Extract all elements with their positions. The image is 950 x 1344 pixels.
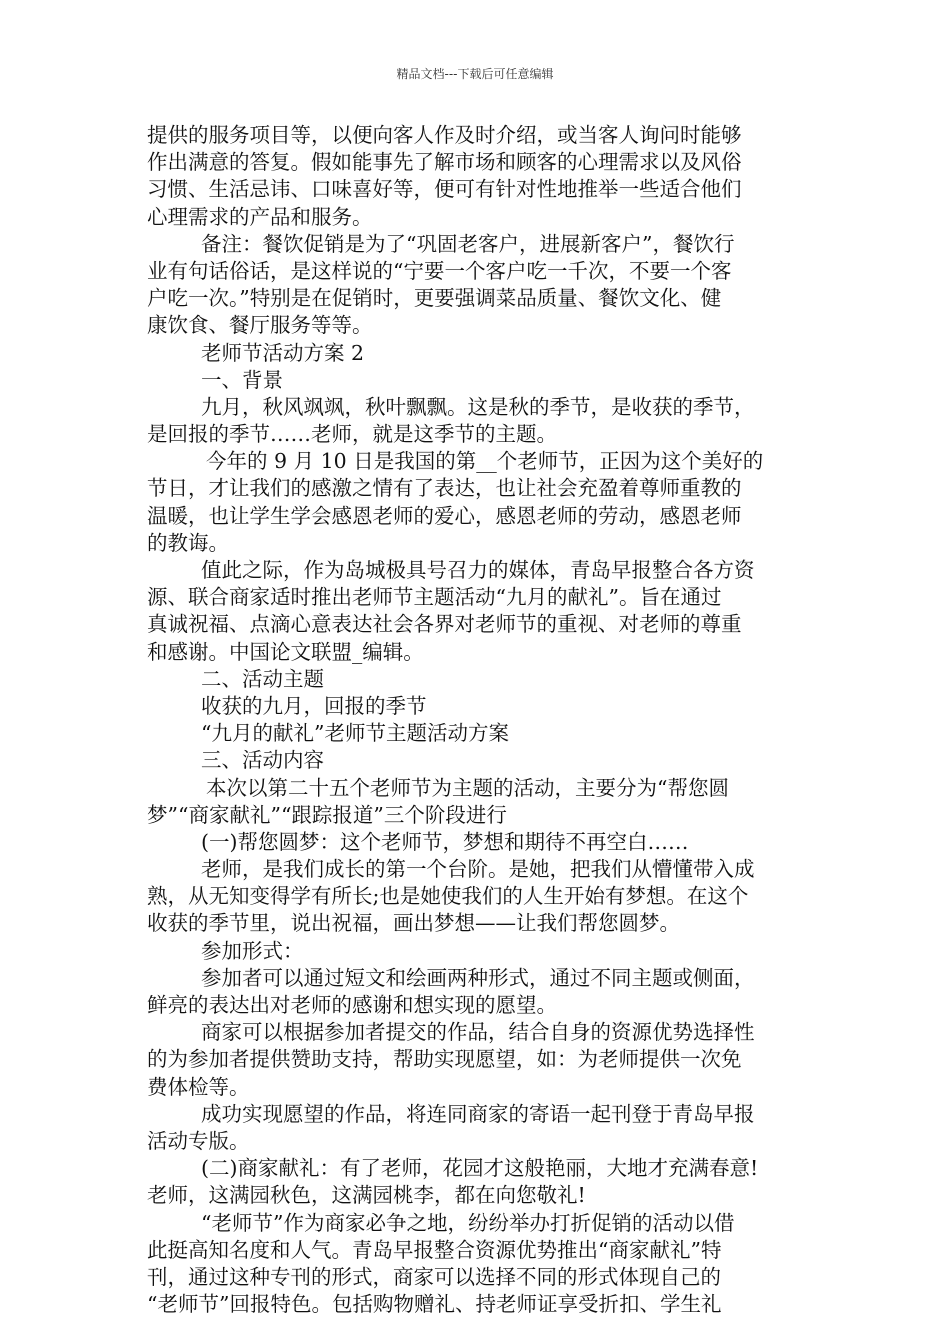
text-line: 刊，通过这种专刊的形式，商家可以选择不同的形式体现自己的	[147, 1264, 721, 1289]
text-line: 提供的服务项目等，以便向客人作及时介绍，或当客人询问时能够	[147, 123, 742, 147]
text-line: 习惯、生活忌讳、口味喜好等，便可有针对性地推举一些适合他们	[147, 177, 742, 202]
text-line: 温暖，也让学生学会感恩老师的爱心，感恩老师的劳动，感恩老师	[147, 503, 742, 528]
text-line: 值此之际，作为岛城极具号召力的媒体，青岛早报整合各方资	[201, 558, 755, 582]
text-line: 源、联合商家适时推出老师节主题活动“九月的献礼”。旨在通过	[147, 585, 722, 610]
text-line: 熟，从无知变得学有所长;也是她使我们的人生开始有梦想。在这个	[147, 884, 749, 909]
text-line: 鲜亮的表达出对老师的感谢和想实现的愿望。	[147, 993, 557, 1017]
text-line: 参加形式：	[201, 938, 304, 963]
text-line: 商家可以根据参加者提交的作品，结合自身的资源优势选择性	[201, 1020, 755, 1045]
text-line: 费体检等。	[147, 1074, 250, 1099]
text-line: (二)商家献礼：有了老师，花园才这般艳丽，大地才充满春意!	[201, 1156, 759, 1181]
text-line: 参加者可以通过短文和绘画两种形式，通过不同主题或侧面，	[201, 965, 755, 990]
text-line: 老师，这满园秋色，这满园桃李，都在向您敬礼!	[147, 1183, 586, 1208]
text-line: 是回报的季节……老师，就是这季节的主题。	[147, 422, 557, 447]
text-line: 真诚祝福、点滴心意表达社会各界对老师节的重视、对老师的尊重	[147, 612, 742, 637]
page-header: 精品文档---下载后可任意编辑	[396, 67, 554, 81]
text-line: “九月的献礼”老师节主题活动方案	[201, 721, 509, 746]
text-line: 心理需求的产品和服务。	[147, 204, 373, 229]
text-line: 成功实现愿望的作品，将连同商家的寄语一起刊登于青岛早报	[201, 1101, 755, 1126]
text-line: 二、活动主题	[201, 666, 324, 691]
text-line: 的教诲。	[147, 530, 229, 555]
text-line: (一)帮您圆梦：这个老师节，梦想和期待不再空白……	[201, 829, 689, 854]
text-line: 和感谢。中国论文联盟_编辑。	[147, 639, 424, 664]
text-line: 收获的季节里，说出祝福，画出梦想——让我们帮您圆梦。	[147, 911, 680, 936]
text-line: “老师节”回报特色。包括购物赠礼、持老师证享受折扣、学生礼	[147, 1292, 722, 1317]
text-line: 老师节活动方案 2	[201, 340, 365, 365]
text-line: 九月，秋风飒飒，秋叶飘飘。这是秋的季节，是收获的季节，	[201, 394, 755, 419]
text-line: 户吃一次。”特别是在促销时，更要强调菜品质量、餐饮文化、健	[147, 286, 722, 311]
text-line: 今年的 9 月 10 日是我国的第__个老师节，正因为这个美好的	[206, 449, 764, 474]
text-line: 收获的九月，回报的季节	[201, 693, 427, 718]
document-body	[147, 122, 807, 1318]
text-line: 的为参加者提供赞助支持，帮助实现愿望，如：为老师提供一次免	[147, 1047, 742, 1072]
text-line: 作出满意的答复。假如能事先了解市场和顾客的心理需求以及风俗	[147, 150, 742, 175]
text-line: 一、背景	[201, 367, 283, 392]
text-line: 梦”“商家献礼”“跟踪报道”三个阶段进行	[147, 802, 507, 827]
text-line: 三、活动内容	[201, 748, 324, 773]
text-line: 活动专版。	[147, 1128, 250, 1153]
text-line: 此挺高知名度和人气。青岛早报整合资源优势推出“商家献礼”特	[147, 1237, 722, 1262]
text-line: 老师，是我们成长的第一个台阶。是她，把我们从懵懂带入成	[201, 857, 755, 882]
text-line: 本次以第二十五个老师节为主题的活动，主要分为“帮您圆	[206, 775, 729, 800]
text-line: 康饮食、餐厅服务等等。	[147, 313, 373, 338]
text-line: 节日，才让我们的感激之情有了表达，也让社会充盈着尊师重教的	[147, 476, 742, 501]
text-line: “老师节”作为商家必争之地，纷纷举办打折促销的活动以借	[201, 1210, 735, 1235]
text-line: 备注：餐饮促销是为了“巩固老客户，进展新客户”，餐饮行	[201, 231, 735, 256]
text-line: 业有句话俗话，是这样说的“宁要一个客户吃一千次，不要一个客	[147, 258, 732, 283]
